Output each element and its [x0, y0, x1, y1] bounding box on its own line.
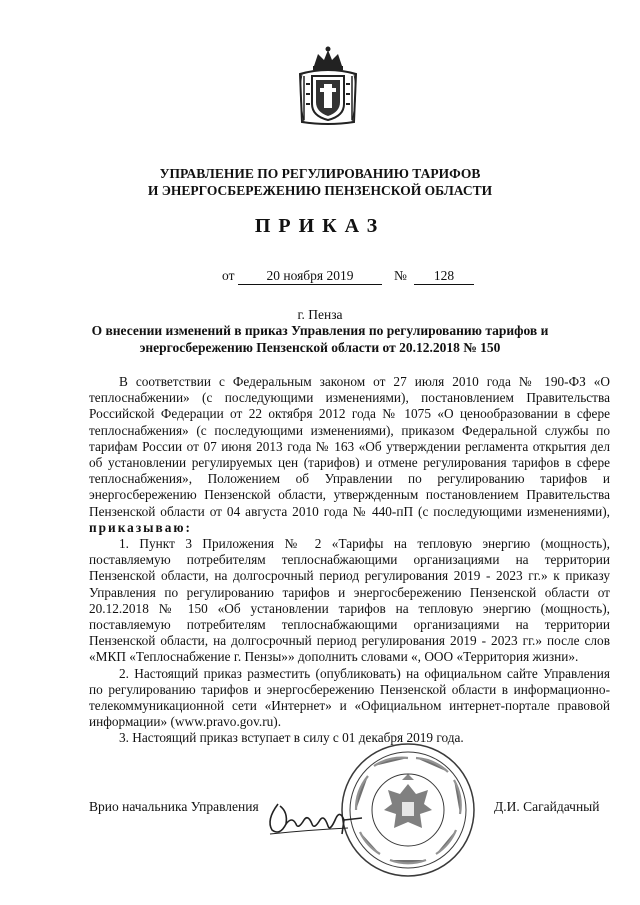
subject-line-1: О внесении изменений в приказ Управления по регулированию тарифов и: [91, 323, 549, 338]
date-from-label: от: [222, 268, 235, 283]
org-line-1: УПРАВЛЕНИЕ ПО РЕГУЛИРОВАНИЮ ТАРИФОВ: [159, 166, 481, 181]
order-number: 128: [414, 268, 474, 285]
preamble-paragraph: [89, 374, 610, 536]
orders-word: приказываю:: [89, 519, 192, 535]
item-3-paragraph: 3. Настоящий приказ вступает в силу с 01 декабря 2019 года.: [119, 730, 464, 746]
preamble-text: В соответствии с Федеральным законом от 27 июля 2010 года № 190-ФЗ «О теплоснабжении» (с последующими изменениями), постановлением Правительства Российской Федерации от 22 октября 2012 года № 1075 «О ценообразовании в сфере теплоснабжения» (с последующими изменениями), приказом Федеральной службы по тарифам России от 07 июня 2013 года № 163 «Об утверждении регламента открытия дел об установлении регулируемых цен (тарифов) и отмене регулирования тарифов в сфере теплоснабжения», Положением об Управлении по регулированию тарифов и энергосбережению Пензенской области, утвержденным постановлением Правительства Пензенской области от 04 августа 2010 года № 440-пП (с последующими изменениями),: [89, 374, 610, 519]
handwritten-signature: [258, 790, 378, 850]
item-2-paragraph: 2. Настоящий приказ разместить (опубликовать) на официальном сайте Управления по регулированию тарифов и энергосбережению Пензенской области в информационно-телекоммуникационной сети «Интернет» и «Официальном интернет-портале правовой информации» (www.pravo.gov.ru).: [89, 665, 610, 730]
subject-line-2: энергосбережению Пензенской области от 20.12.2018 № 150: [139, 340, 501, 355]
number-label: №: [394, 268, 407, 283]
org-line-2: И ЭНЕРГОСБЕРЕЖЕНИЮ ПЕНЗЕНСКОЙ ОБЛАСТИ: [147, 183, 493, 198]
organization-name: [60, 165, 580, 199]
coat-of-arms-icon: [296, 44, 360, 126]
item-1-paragraph: 1. Пункт 3 Приложения № 2 «Тарифы на тепловую энергию (мощность), поставляемую потребителям теплоснабжающими организациями на территории Пензенской области, на долгосрочный период регулирования 2019 - 2023 гг.» к приказу Управления по регулированию тарифов и энергосбережению Пензенской области от 20.12.2018 № 150 «Об установлении тарифов на тепловую энергию (мощность), поставляемую потребителям теплоснабжающими организациями на территории Пензенской области, на долгосрочный период регулирования 2019 - 2023 гг.» после слов «МКП «Теплоснабжение г. Пензы»» дополнить словами «, ООО «Территория жизни».: [89, 536, 610, 665]
document-type: ПРИКАЗ: [254, 215, 386, 237]
order-body: [89, 374, 610, 747]
signatory-name: Д.И. Сагайдачный: [494, 799, 600, 814]
signatory-position: Врио начальника Управления: [89, 799, 259, 814]
order-subject: [60, 322, 580, 356]
order-date: 20 ноября 2019: [238, 268, 382, 285]
city: г. Пенза: [297, 307, 343, 322]
